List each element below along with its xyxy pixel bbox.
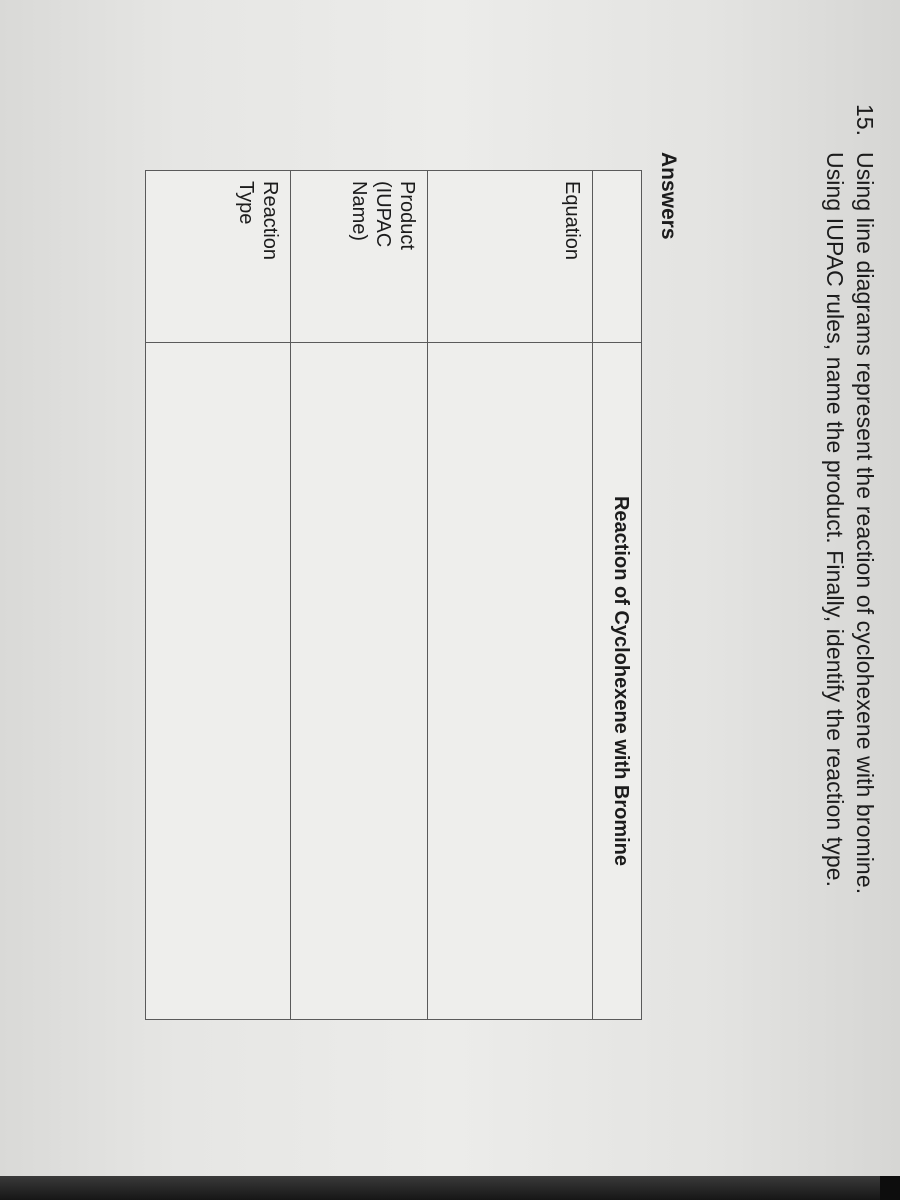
row-label-product (291, 171, 428, 343)
screen-bottom-edge (0, 1176, 900, 1200)
question-text-line-2: Using IUPAC rules, name the product. Finally, identify the reaction type. (822, 152, 848, 888)
answer-cell-reaction-type[interactable] (146, 343, 291, 1020)
table-row (146, 171, 291, 1020)
row-label-equation: Equation (428, 171, 593, 343)
table-row (291, 171, 428, 1020)
question-text-line-1: Using line diagrams represent the reaction of cyclohexene with bromine. (852, 152, 878, 895)
header-empty-cell (593, 171, 642, 343)
answers-heading: Answers (657, 152, 680, 240)
screen-corner (880, 1176, 900, 1200)
answer-cell-equation[interactable] (428, 343, 593, 1020)
answer-table (145, 170, 642, 1020)
table-row (428, 171, 593, 1020)
row-label-reaction-type-text: Reaction Type (235, 181, 281, 260)
answer-cell-product[interactable] (291, 343, 428, 1020)
question-number: 15. (852, 104, 878, 136)
row-label-reaction-type (146, 171, 291, 343)
table-title: Reaction of Cyclohexene with Bromine (593, 343, 642, 1020)
row-label-product-text: Product (IUPAC Name) (348, 181, 418, 250)
table-header-row (593, 171, 642, 1020)
